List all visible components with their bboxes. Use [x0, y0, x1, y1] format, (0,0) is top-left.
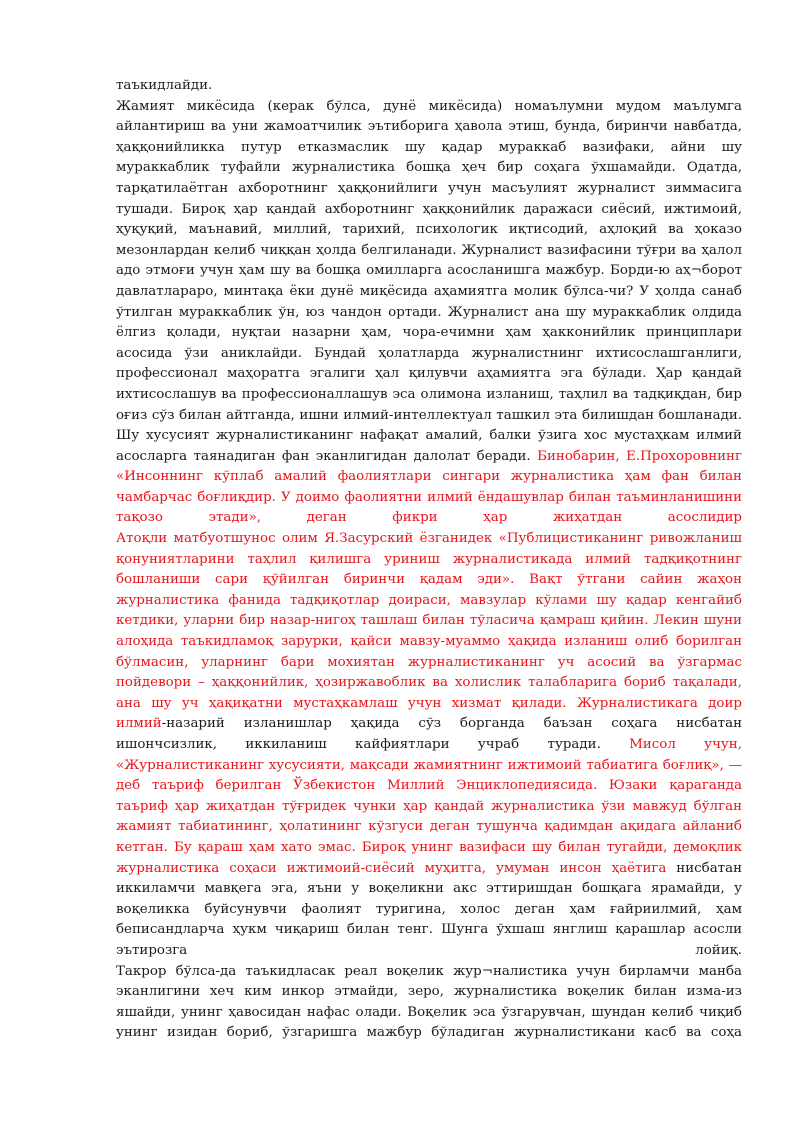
document-page [116, 76, 742, 1044]
paragraph-zasursky-research [116, 529, 742, 961]
text-segment: -назарий изланишлар ҳақида сўз борганда баъзан соҳага нисбатан ишончсизлик, иккиланиш кайфиятлари учраб туради. [116, 716, 742, 752]
highlighted-text-segment: Бинобарин, Е.Прохоровнинг «Инсоннинг кўплаб амалий фаолиятлари сингари журналистика ҳам фан билан чамбарчас боғлиқдир. У доимо фаолиятни илмий ёндашувлар билан таъминланишини тақозо этади», деган фикри ҳар жиҳатдан асослидир [116, 448, 742, 526]
highlighted-text-segment: Мисол учун, «Журналистиканинг хусусияти, мақсади жамиятнинг ижтимоий табиатига боғлиқ», — деб таъриф берилган Ўзбекистон Миллий Энциклопедиясида. Юзаки қараганда таъриф ҳар жиҳатдан тўғридек чунки ҳар қандай журналистика ўзи мавжуд бўлган жамият табиатининг, ҳолатининг кўзгуси деган тушунча қадимдан ақидага айланиб кетган. Бу қараш ҳам хато эмас. Бироқ унинг вазифаси шу билан тугайди, демоқлик журналистика соҳаси ижтимоий-сиёсий муҳитга, умуман инсон ҳаётига [116, 737, 742, 876]
paragraph-reality-source [116, 962, 742, 1044]
text-segment: таъкидлайди. [116, 78, 213, 93]
text-segment: Жамият микёсида (керак бўлса, дунё микёсида) номаълумни мудом маълумга айлантириш ва уни жамоатчилик эътиборига ҳавола этиш, бунда, биринчи навбатда, ҳаққонийликка путур етказмаслик шу қадар мураккаб вазифаки, айни шу мураккаблик туфайли журналистика бошқа ҳеч бир соҳага ўхшамайди. Одатда, тарқатилаётган ахборотнинг ҳаққонийлиги учун масъулият журналист зиммасига тушади. Бироқ ҳар қандай ахборотнинг ҳаққонийлик даражаси сиёсий, ижтимоий, ҳуқуқий, маънавий, миллий, тарихий, психологик иқтисодий, аҳлоқий ва ҳоказо мезонлардан келиб чиққан ҳолда белгиланади. Журналист вазифасини тўғри ва ҳалол адо этмоғи учун ҳам шу ва бошқа омилларга асосланишга мажбур. Борди-ю аҳ¬борот давлатлараро, минтақа ёки дунё миқёсида аҳамиятга молик бўлса-чи? У ҳолда санаб ўтилган мураккаблик ўн, юз чандон ортади. Журналист ана шу мураккаблик олдида ёлгиз қолади, нуқтаи назарни ҳам, чора-ечимни ҳам ҳакконийлик принциплари асосида ўзи аниклайди. Бундай ҳолатларда журналистнинг ихтисослашганлиги, профессионал маҳоратга эгалиги ҳал қилувчи аҳамиятга эга бўлади. Ҳар қандай ихтисослашув ва профессионаллашув эса олимона изланиш, таҳлил ва тадқиқдан, бир оғиз сўз билан айтганда, ишни илмий-интеллектуал ташкил эта билишдан бошланади. Шу хусусият журналистиканинг нафақат амалий, балки ўзига хос мустаҳкам илмий асосларга таянадиган фан эканлигидан далолат беради. [116, 98, 742, 464]
paragraph-continuation [116, 76, 742, 97]
highlighted-text-segment: Атоқли матбуотшунос олим Я.Засурский ёзганидек «Публицистиканинг ривожланиш қонуниятларини таҳлил қилишга уриниш журналистикада илмий тадқиқотнинг бошланиши сари қўйилган биринчи қадам эди». Вақт ўтгани сайин жаҳон журналистика фанида тадқиқотлар доираси, мавзулар кўлами шу қадар кенгайиб кетдики, уларни бир назар-нигоҳ ташлаш билан тўласича қамраш қийин. Лекин шуни алоҳида таъкидламоқ зарурки, қайси мавзу-муаммо ҳақида изланиш олиб борилган бўлмасин, уларнинг бари мохиятан журналистиканинг уч асосий ва ўзгармас пойдевори – ҳаққонийлик, ҳозиржавоблик ва холислик талабларига бориб тақалади, ана шу уч ҳақиқатни мустаҳкамлаш учун хизмат қилади. Журналистикага доир илмий [116, 531, 742, 732]
text-segment: нисбатан иккиламчи мавқега эга, яъни у воқеликни акс эттиришдан бошқага ярамайди, у воқеликка буйсунувчи фаолият туригина, холос деган ҳам ғайриилмий, ҳам беписандларча ҳукм чиқариш билан тенг. Шунга ўхшаш янглиш қарашлар асосли эътирозга лойиқ. [116, 860, 742, 958]
text-segment: Такрор бўлса-да таъкидласак реал воқелик жур¬налистика учун бирламчи манба эканлигини хеч ким инкор этмайди, зеро, журналистика воқелик билан изма-из яшайди, унинг ҳавосидан нафас олади. Воқелик эса ўзгарувчан, шундан келиб чиқиб унинг изидан бориб, ўзгаришга мажбур бўладиган журналистикани касб ва соҳа [116, 963, 742, 1041]
paragraph-journalism-truthfulness [116, 97, 742, 529]
